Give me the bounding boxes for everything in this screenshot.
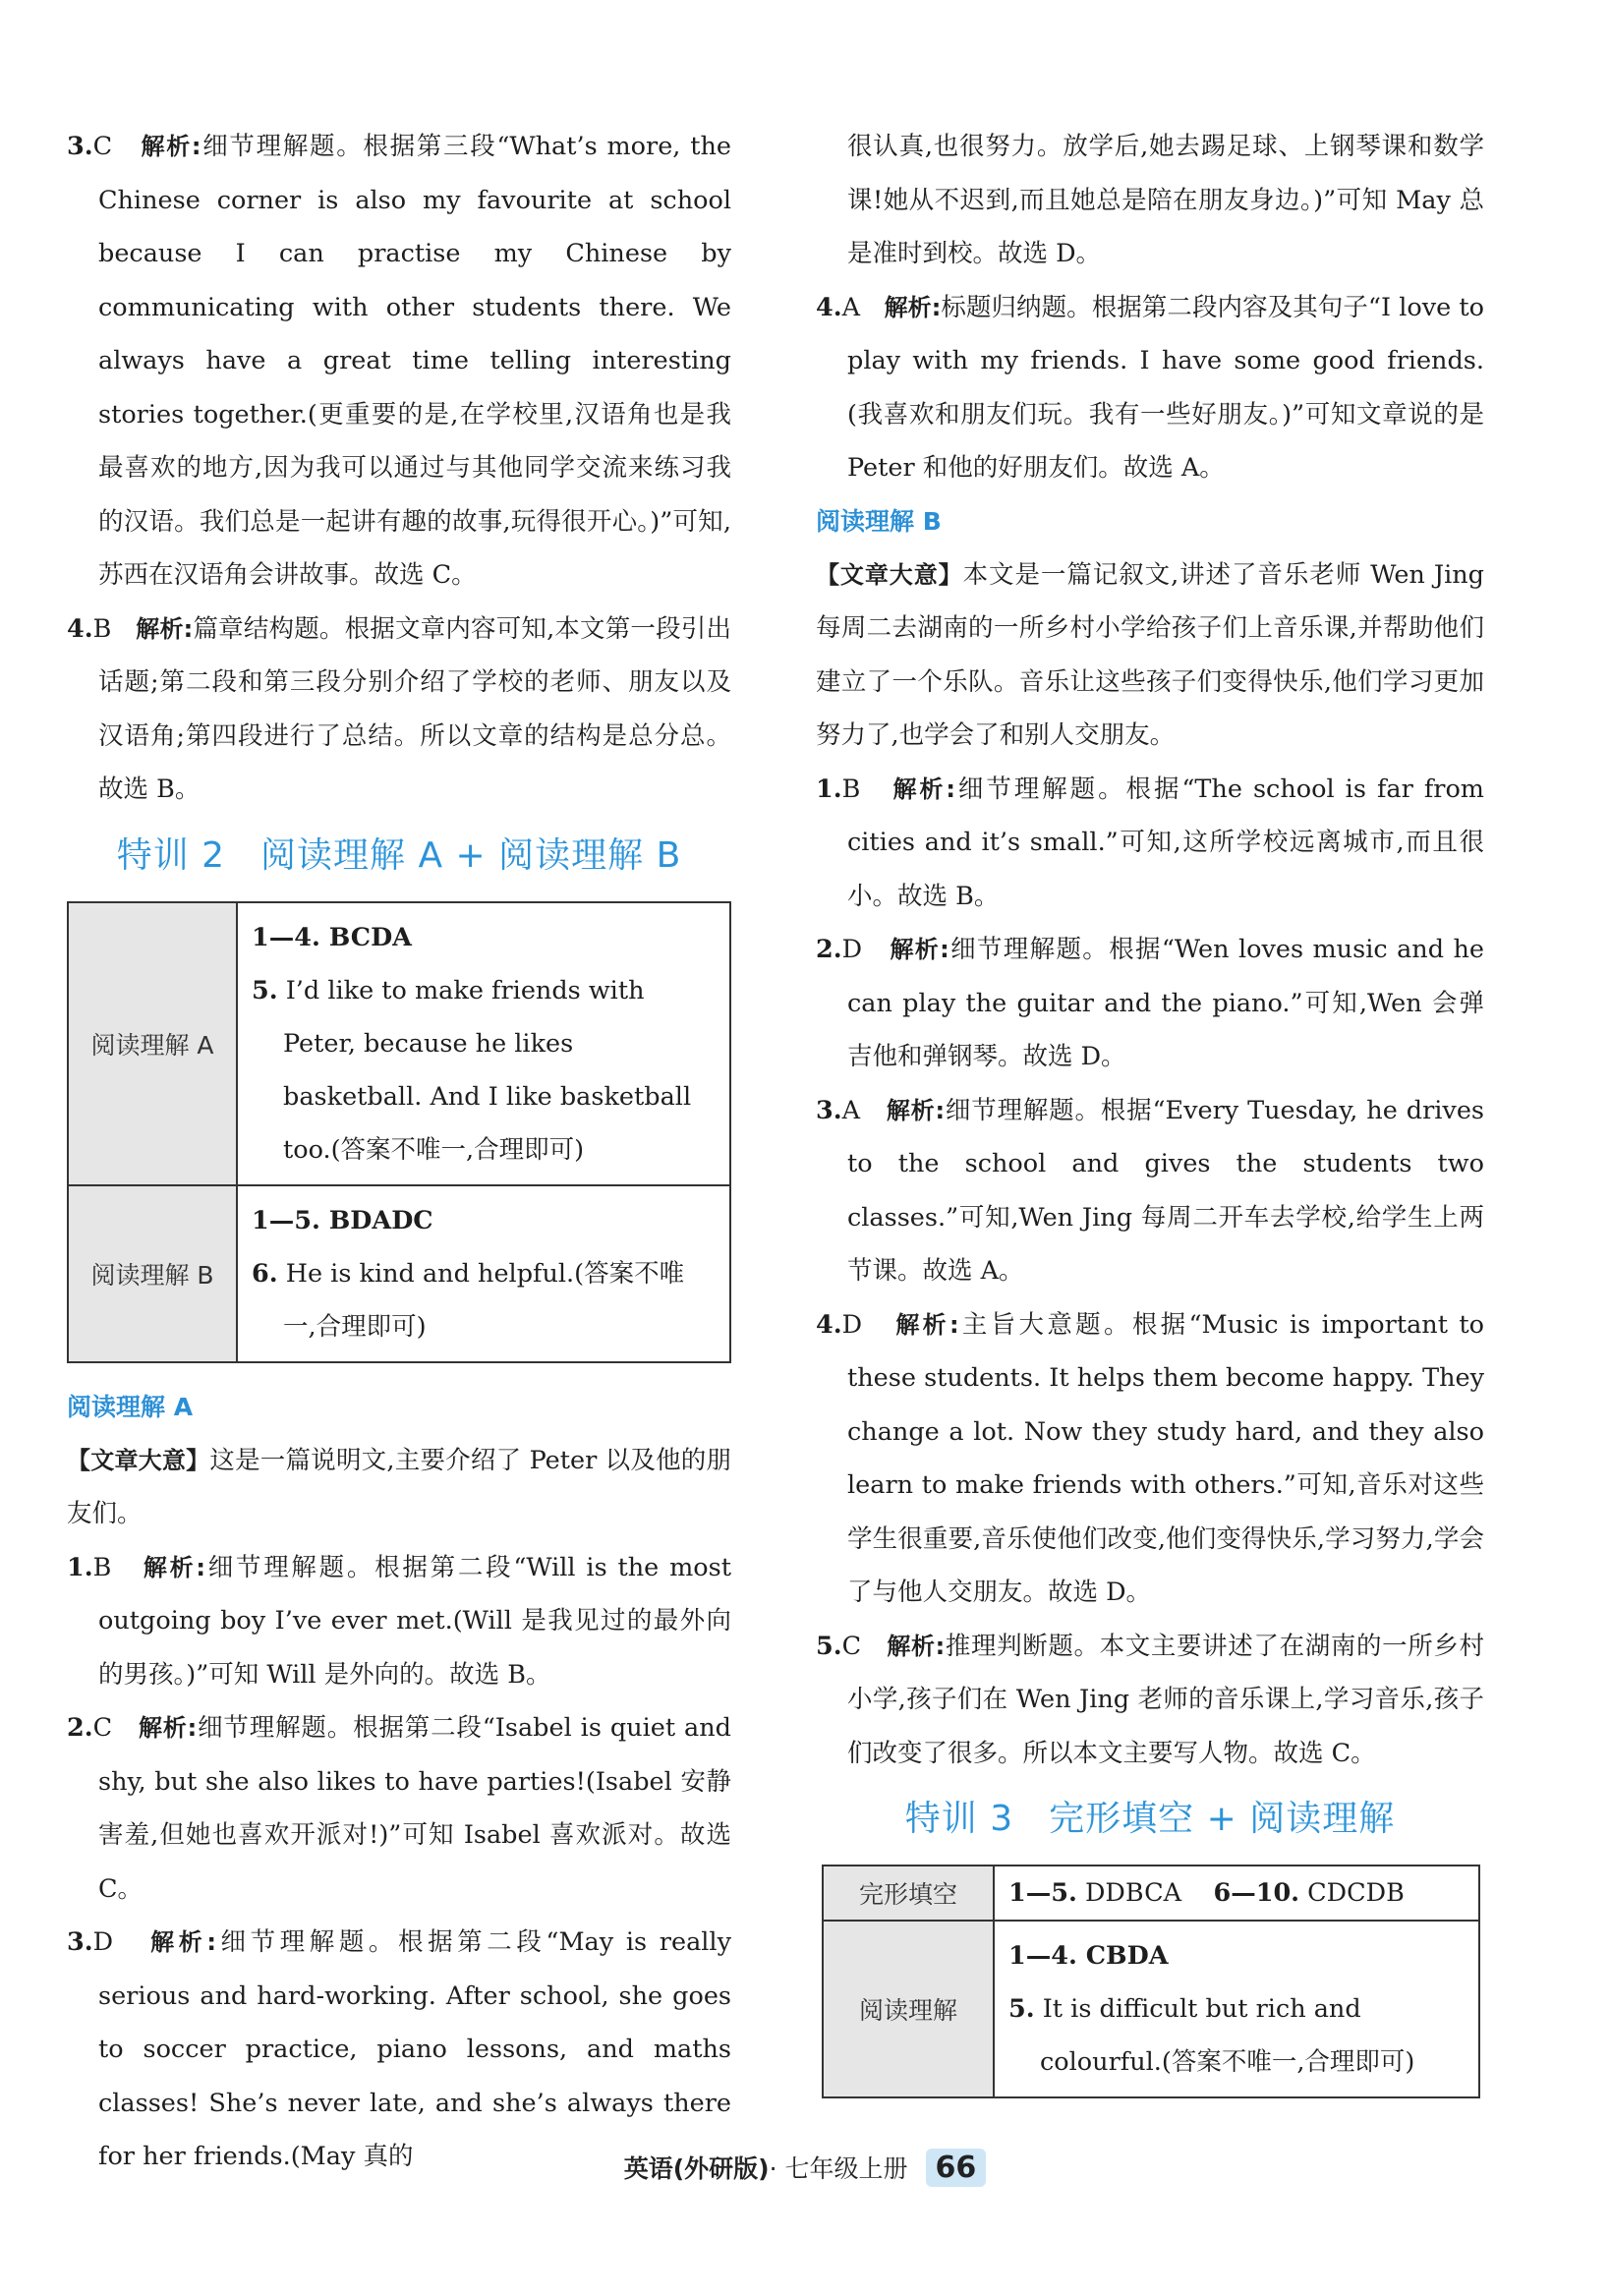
analysis-text: 标题归纳题。根据第二段内容及其句子“I love to play with my friends. I have some good friends.(我喜欢和朋友们玩。我有一些好朋友。)”可知文章说的是 Peter 和他的好朋友们。故选 A。 xyxy=(847,292,1484,483)
answer-text: He is kind and helpful.(答案不唯一,合理即可) xyxy=(283,1258,685,1342)
row-label: 阅读理解 xyxy=(823,1921,994,2097)
item-answer: B xyxy=(841,774,861,804)
row-content xyxy=(994,1921,1479,2097)
item-answer: D xyxy=(841,1309,863,1340)
page-number: 66 xyxy=(926,2149,987,2187)
answer-table-3 xyxy=(822,1865,1480,2098)
analysis-label: 解析: xyxy=(895,1310,959,1339)
analysis-label: 解析: xyxy=(890,936,949,963)
item-answer: A xyxy=(841,1095,861,1125)
row-content xyxy=(237,1185,730,1362)
analysis-text: 细节理解题。根据“Wen loves music and he can play the guitar and the piano.”可知,Wen 会弹吉他和弹钢琴。故选 D。 xyxy=(847,935,1484,1071)
analysis-label: 解析: xyxy=(141,133,201,160)
analysis-text: 篇章结构题。根据文章内容可知,本文第一段引出话题;第二段和第三段分别介绍了学校的老师、朋友以及汉语角;第四段进行了总结。所以文章的结构是总分总。故选 B。 xyxy=(98,613,731,804)
row-label: 阅读理解 A xyxy=(68,902,237,1185)
item-answer: D xyxy=(841,935,863,964)
analysis-text: 推理判断题。本文主要讲述了在湖南的一所乡村小学,孩子们在 Wen Jing 老师的音乐课上,学习音乐,孩子们改变了很多。所以本文主要写人物。故选 C。 xyxy=(847,1631,1484,1768)
answer-a2 xyxy=(67,1701,731,1916)
item-number: 3. xyxy=(67,132,93,161)
answer-range: 1—5. xyxy=(1008,1878,1077,1908)
grade-label: · 七年级上册 xyxy=(769,2154,908,2183)
item-number: 1. xyxy=(67,1552,93,1582)
analysis-text: 细节理解题。根据第二段“May is really serious and hard-working. After school, she goes to soccer practice, piano lessons, and maths classes! She’s never late, and she’s always there for her friends.(May 真的 xyxy=(98,1927,731,2171)
page-footer xyxy=(0,2149,1610,2187)
answer-a4 xyxy=(816,281,1484,495)
heading-tag: 特训 2 xyxy=(116,834,226,876)
answer-line: 1—5. BDADC xyxy=(252,1205,433,1235)
analysis-text: 主旨大意题。根据“Music is important to these students. It helps them become happy. They change a lot. Now they study hard, and they also learn to make friends with others.”可知,音乐对这些学生很重要,音乐使他们改变,他们变得快乐,学习努力,学会了与他人交朋友。故选 D。 xyxy=(847,1309,1484,1607)
subheading-reading-a: 阅读理解 A xyxy=(67,1392,194,1421)
analysis-label: 解析: xyxy=(884,293,942,321)
item-answer: C xyxy=(92,1713,113,1743)
section-heading-3 xyxy=(816,1800,1484,1839)
answer-3c xyxy=(67,120,731,603)
analysis-label: 解析: xyxy=(136,614,194,643)
analysis-label: 解析: xyxy=(887,1632,946,1660)
analysis-text: 细节理解题。根据第二段“Will is the most outgoing boy I’ve ever met.(Will 是我见过的最外向的男孩。)”可知 Will 是外向的。故选 B。 xyxy=(98,1552,731,1690)
item-answer: A xyxy=(841,292,861,322)
analysis-text: 细节理解题。根据“The school is far from cities and it’s small.”可知,这所学校远离城市,而且很小。故选 B。 xyxy=(847,774,1484,911)
row-content xyxy=(994,1866,1479,1921)
answer-b4 xyxy=(816,1298,1484,1620)
row-content xyxy=(237,902,730,1185)
answer-text: CDCDB xyxy=(1307,1878,1405,1908)
row-label: 完形填空 xyxy=(823,1866,994,1921)
book-title: 英语(外研版) xyxy=(623,2154,770,2183)
item-answer: C xyxy=(841,1631,862,1661)
summary-tag: 【文章大意】 xyxy=(67,1446,210,1474)
item-answer: B xyxy=(92,1552,112,1582)
summary-tag: 【文章大意】 xyxy=(816,560,963,589)
analysis-label: 解析: xyxy=(886,1096,946,1124)
summary-a xyxy=(67,1434,731,1541)
answer-a1 xyxy=(67,1541,731,1702)
item-number: 6. xyxy=(252,1258,278,1289)
section-heading-2 xyxy=(67,836,731,876)
item-number: 4. xyxy=(816,292,842,322)
analysis-text: 细节理解题。根据第二段“Isabel is quiet and shy, but she also likes to have parties!(Isabel 安静害羞,但她也喜欢开派对!)”可知 Isabel 喜欢派对。故选 C。 xyxy=(98,1713,731,1904)
table-row xyxy=(823,1921,1479,2097)
analysis-text: 细节理解题。根据第三段“What’s more, the Chinese corner is also my favourite at school because I can practise my Chinese by communicating with other students there. We always have a great time telling interesting stories together.(更重要的是,在学校里,汉语角也是我最喜欢的地方,因为我可以通过与其他同学交流来练习我的汉语。我们总是一起讲有趣的故事,玩得很开心。)”可知,苏西在汉语角会讲故事。故选 C。 xyxy=(98,132,731,590)
answer-range: 6—10. xyxy=(1213,1878,1300,1908)
answer-text: DDBCA xyxy=(1084,1878,1182,1908)
answer-line: 1—4. CBDA xyxy=(1008,1941,1169,1971)
table-row xyxy=(823,1866,1479,1921)
item-number: 2. xyxy=(67,1713,93,1743)
item-answer: B xyxy=(92,613,112,644)
item-answer: D xyxy=(92,1927,114,1957)
row-label: 阅读理解 B xyxy=(68,1185,237,1362)
analysis-label: 解析: xyxy=(143,1553,205,1581)
answer-table-2 xyxy=(67,901,731,1363)
heading-title: 完形填空 + 阅读理解 xyxy=(1049,1799,1396,1839)
right-column xyxy=(816,120,1484,2098)
analysis-label: 解析: xyxy=(138,1714,198,1742)
analysis-label: 解析: xyxy=(892,775,955,803)
item-number: 3. xyxy=(67,1927,93,1957)
answer-b3 xyxy=(816,1084,1484,1298)
answer-b1 xyxy=(816,763,1484,924)
item-number: 5. xyxy=(252,975,278,1005)
summary-b xyxy=(816,548,1484,763)
heading-title: 阅读理解 A + 阅读理解 B xyxy=(260,834,682,876)
item-number: 4. xyxy=(816,1309,842,1340)
answer-4b xyxy=(67,603,731,817)
summary-text: 本文是一篇记叙文,讲述了音乐老师 Wen Jing 每周二去湖南的一所乡村小学给孩子们上音乐课,并帮助他们建立了一个乐队。音乐让这些孩子们变得快乐,他们学习更加努力了,也学会了和别人交朋友。 xyxy=(816,559,1485,750)
answer-text: I’d like to make friends with Peter, because he likes basketball. And I like basketball too.(答案不唯一,合理即可) xyxy=(283,975,692,1165)
item-number: 2. xyxy=(816,935,842,964)
answer-line: 1—4. BCDA xyxy=(252,922,412,952)
answer-line xyxy=(252,964,716,1177)
answer-a3 xyxy=(67,1916,731,2184)
item-number: 1. xyxy=(816,774,842,804)
answer-b5 xyxy=(816,1620,1484,1781)
analysis-label: 解析: xyxy=(150,1928,216,1956)
item-number: 5. xyxy=(816,1631,842,1661)
item-answer: C xyxy=(92,132,113,161)
answer-text: It is difficult but rich and colourful.(答案不唯一,合理即可) xyxy=(1040,1994,1415,2077)
item-number: 5. xyxy=(1008,1994,1035,2024)
summary-text: 这是一篇说明文,主要介绍了 Peter 以及他的朋友们。 xyxy=(67,1445,732,1528)
analysis-text: 细节理解题。根据“Every Tuesday, he drives to the school and gives the students two classes.”可知,Wen Jing 每周二开车去学校,给学生上两节课。故选 A。 xyxy=(847,1095,1484,1286)
table-row xyxy=(68,902,730,1185)
subheading-reading-b: 阅读理解 B xyxy=(816,506,942,536)
item-number: 3. xyxy=(816,1095,842,1125)
answer-a3-continued: 很认真,也很努力。放学后,她去踢足球、上钢琴课和数学课!她从不迟到,而且她总是陪在朋友身边。)”可知 May 总是准时到校。故选 D。 xyxy=(847,132,1484,268)
answer-line xyxy=(1008,1982,1465,2089)
item-number: 4. xyxy=(67,613,93,644)
answer-line xyxy=(252,1247,716,1353)
left-column xyxy=(67,120,731,2184)
table-row xyxy=(68,1185,730,1362)
answer-b2 xyxy=(816,923,1484,1084)
heading-tag: 特训 3 xyxy=(904,1799,1014,1839)
